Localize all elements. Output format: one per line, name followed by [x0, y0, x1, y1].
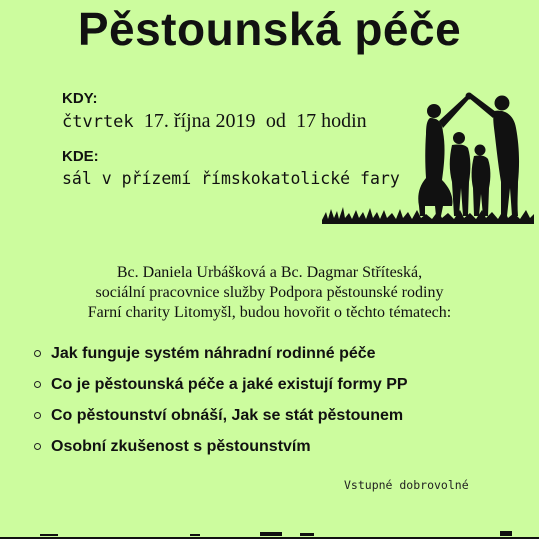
when-label: KDY: [62, 90, 98, 107]
where-value: sál v přízemí římskokatolické fary [62, 169, 400, 188]
circle-bullet-icon [34, 443, 41, 450]
intro-line-1: Bc. Daniela Urbášková a Bc. Dagmar Stříteská, [116, 264, 423, 281]
topic-text: Jak funguje systém náhradní rodinné péče [51, 344, 376, 362]
topic-text: Osobní zkušenost s pěstounstvím [51, 437, 311, 455]
circle-bullet-icon [34, 381, 41, 388]
when-value [62, 110, 367, 133]
topic-text: Co pěstounství obnáší, Jak se stát pěstounem [51, 406, 404, 424]
when-from: od [265, 110, 286, 132]
when-date: 17. října 2019 [143, 110, 256, 132]
list-item [34, 431, 408, 462]
circle-bullet-icon [34, 350, 41, 357]
family-house-silhouette-icon [322, 88, 534, 228]
list-item [34, 400, 408, 431]
where-label: KDE: [62, 148, 99, 165]
topics-list [34, 338, 408, 462]
when-day: čtvrtek [62, 112, 134, 132]
bottom-decoration [0, 528, 539, 539]
topic-text: Co je pěstounská péče a jaké existují formy PP [51, 375, 408, 393]
list-item [34, 369, 408, 400]
circle-bullet-icon [34, 412, 41, 419]
intro-line-2: sociální pracovnice služby Podpora pěstounské rodiny [95, 284, 444, 301]
list-item [34, 338, 408, 369]
intro-line-3: Farní charity Litomyšl, budou hovořit o těchto tématech: [87, 304, 452, 321]
page-title: Pěstounská péče [77, 3, 462, 55]
entry-fee-note: Vstupné dobrovolné [344, 478, 469, 492]
when-time: 17 hodin [296, 110, 367, 132]
intro-text [0, 263, 539, 323]
